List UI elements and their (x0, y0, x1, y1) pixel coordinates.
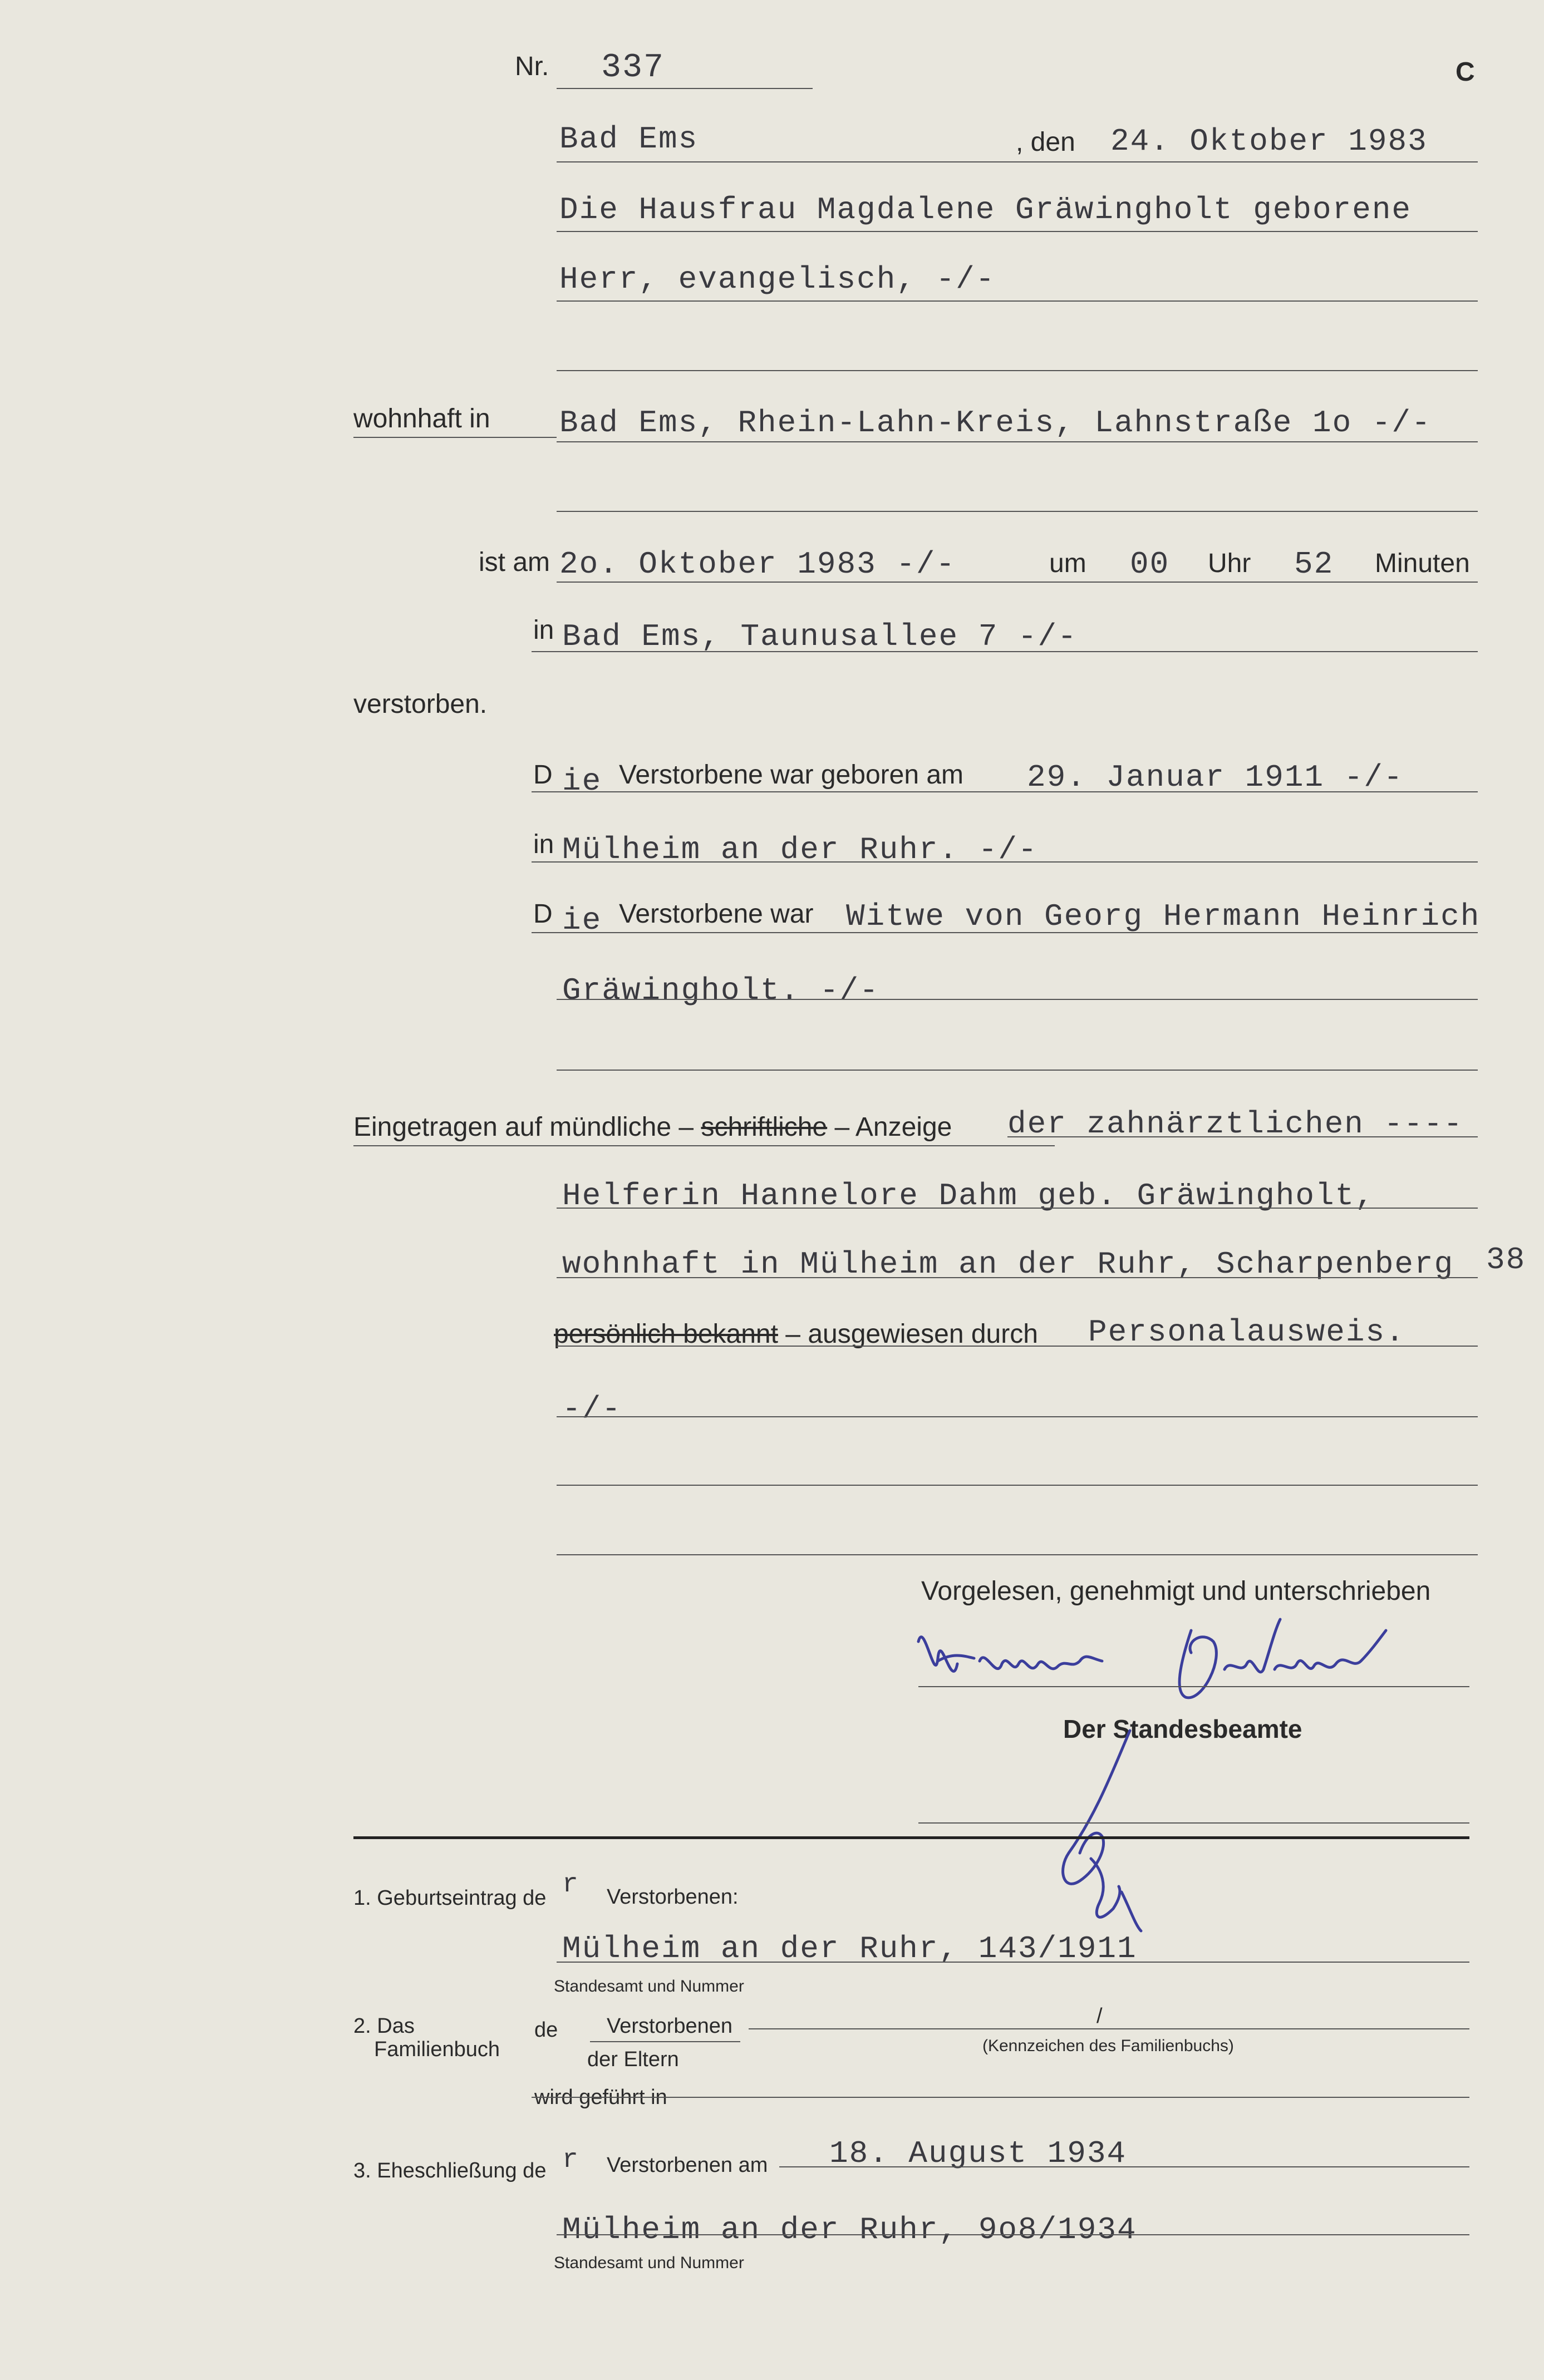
death-date-rule (557, 582, 1478, 583)
footer-item1-rule (557, 1962, 1469, 1963)
person-line-2-rule (557, 300, 1478, 302)
residence-label: wohnhaft in (353, 404, 490, 433)
footer-item2-verstorbenen: Verstorbenen (607, 2014, 733, 2038)
id-label (554, 1319, 1038, 1349)
death-place-rule (532, 651, 1478, 652)
birth-d-label: D (533, 760, 553, 790)
footer-item3-value: Mülheim an der Ruhr, 9o8/1934 (562, 2212, 1137, 2248)
birth-ie: ie (562, 763, 602, 799)
standesamt-label-1: Standesamt und Nummer (554, 1977, 744, 1995)
footer-item1-prefix: 1. Geburtseintrag de (353, 1886, 547, 1910)
footer-item2-wird-rule (532, 2097, 1469, 2098)
place-value: Bad Ems (559, 121, 699, 157)
id-value: Personalausweis. (1088, 1314, 1405, 1350)
death-hour: 00 (1130, 546, 1170, 582)
birth-date-rule (532, 791, 1478, 792)
footer-item2-slash: / (1096, 2004, 1103, 2028)
status-ie: ie (562, 903, 602, 938)
nr-value: 337 (601, 49, 665, 87)
registration-label-prefix: Eingetragen auf mündliche – (353, 1112, 694, 1142)
registration-rule-1 (1007, 1136, 1478, 1137)
status-d-label: D (533, 899, 553, 929)
person-line-1-rule (557, 231, 1478, 232)
registration-rule-2 (557, 1208, 1478, 1209)
person-line-1: Die Hausfrau Magdalene Gräwingholt geborene (559, 192, 1412, 228)
death-place: Bad Ems, Taunusallee 7 -/- (562, 619, 1078, 654)
verstorben-label: verstorben. (353, 689, 488, 719)
footer-item2-label-a: 2. Das (353, 2014, 415, 2038)
registration-label-rule (353, 1145, 1055, 1146)
residence-value: Bad Ems, Rhein-Lahn-Kreis, Lahnstraße 1o -/- (559, 405, 1432, 441)
footer-item2-kennzeichen: (Kennzeichen des Familienbuchs) (982, 2037, 1234, 2055)
den-label: , den (1016, 127, 1075, 157)
registration-line-3-extra: 38 (1486, 1242, 1526, 1278)
id-label-text: – ausgewiesen durch (785, 1319, 1038, 1349)
official-label: Der Standesbeamte (1063, 1714, 1302, 1743)
residence-rule-2 (557, 511, 1478, 512)
informant-signature (913, 1608, 1391, 1703)
status-rule-1 (532, 932, 1478, 933)
status-line-2: Gräwingholt. -/- (562, 973, 879, 1008)
nr-label: Nr. (515, 52, 549, 81)
death-date: 2o. Oktober 1983 -/- (559, 546, 956, 582)
id-rule (557, 1346, 1478, 1347)
birth-in-label: in (533, 830, 554, 859)
person-line-3-rule (557, 370, 1478, 371)
death-minutes: 52 (1294, 546, 1334, 582)
official-signature-rule (918, 1822, 1469, 1824)
footer-item2-eltern: der Eltern (587, 2048, 679, 2071)
registration-line-1: der zahnärztlichen ---- (1007, 1106, 1463, 1142)
ist-am-label: ist am (479, 548, 550, 577)
residence-label-rule (353, 437, 557, 438)
status-rule-2 (557, 999, 1478, 1000)
footer-item3-date-rule (779, 2166, 1469, 2167)
footer-item3-suffix-char: r (562, 2145, 579, 2175)
status-rule-3 (557, 1070, 1478, 1071)
footer-item3-date: 18. August 1934 (829, 2136, 1127, 2171)
person-line-2: Herr, evangelisch, -/- (559, 262, 996, 297)
footer-item3-rule (557, 2234, 1469, 2235)
footer-item2-label-b: Familienbuch (374, 2038, 500, 2061)
nr-underline (557, 88, 813, 89)
registration-rule-6 (557, 1485, 1478, 1486)
minuten-label: Minuten (1375, 549, 1470, 578)
footer-item1-value: Mülheim an der Ruhr, 143/1911 (562, 1931, 1137, 1967)
id-struck: persönlich bekannt (554, 1319, 778, 1349)
date-value: 24. Oktober 1983 (1110, 124, 1428, 159)
birth-label: Verstorbene war geboren am (619, 760, 964, 790)
footer-item3-label: Verstorbenen am (607, 2154, 768, 2177)
official-signature (1046, 1725, 1158, 1936)
registration-label (353, 1112, 952, 1142)
residence-rule (557, 441, 1478, 442)
place-date-line (557, 161, 1478, 162)
uhr-label: Uhr (1208, 549, 1251, 578)
informant-signature-rule (918, 1686, 1469, 1687)
registration-label-suffix: – Anzeige (834, 1112, 952, 1142)
corner-letter: C (1456, 57, 1475, 87)
footer-item1-label: Verstorbenen: (607, 1885, 739, 1909)
footer-item1-suffix-char: r (562, 1870, 579, 1900)
registration-rule-5 (557, 1416, 1478, 1417)
registration-line-3: wohnhaft in Mülheim an der Ruhr, Scharpenberg (562, 1246, 1454, 1282)
footer-item2-verst-rule (590, 2041, 740, 2042)
birth-place: Mülheim an der Ruhr. -/- (562, 832, 1038, 868)
um-label: um (1049, 549, 1086, 578)
registration-label-struck: schriftliche (701, 1112, 828, 1142)
registration-rule-7 (557, 1554, 1478, 1555)
birth-place-rule (532, 861, 1478, 863)
footer-divider (353, 1836, 1469, 1839)
registration-line-2: Helferin Hannelore Dahm geb. Gräwingholt, (562, 1178, 1375, 1214)
death-in-label: in (533, 615, 554, 645)
read-approved-text: Vorgelesen, genehmigt und unterschrieben (921, 1576, 1431, 1606)
footer-item2-de: de (534, 2018, 558, 2042)
footer-item2-wird: wird geführt in (534, 2086, 667, 2109)
registration-rule-3 (557, 1277, 1478, 1278)
birth-date: 29. Januar 1911 -/- (1027, 760, 1404, 795)
footer-item2-rule (749, 2028, 1469, 2029)
registration-line-5: -/- (562, 1391, 622, 1427)
footer-item3-prefix: 3. Eheschließung de (353, 2159, 547, 2182)
status-label: Verstorbene war (619, 899, 814, 929)
status-line-1: Witwe von Georg Hermann Heinrich (846, 899, 1481, 934)
standesamt-label-2: Standesamt und Nummer (554, 2254, 744, 2272)
